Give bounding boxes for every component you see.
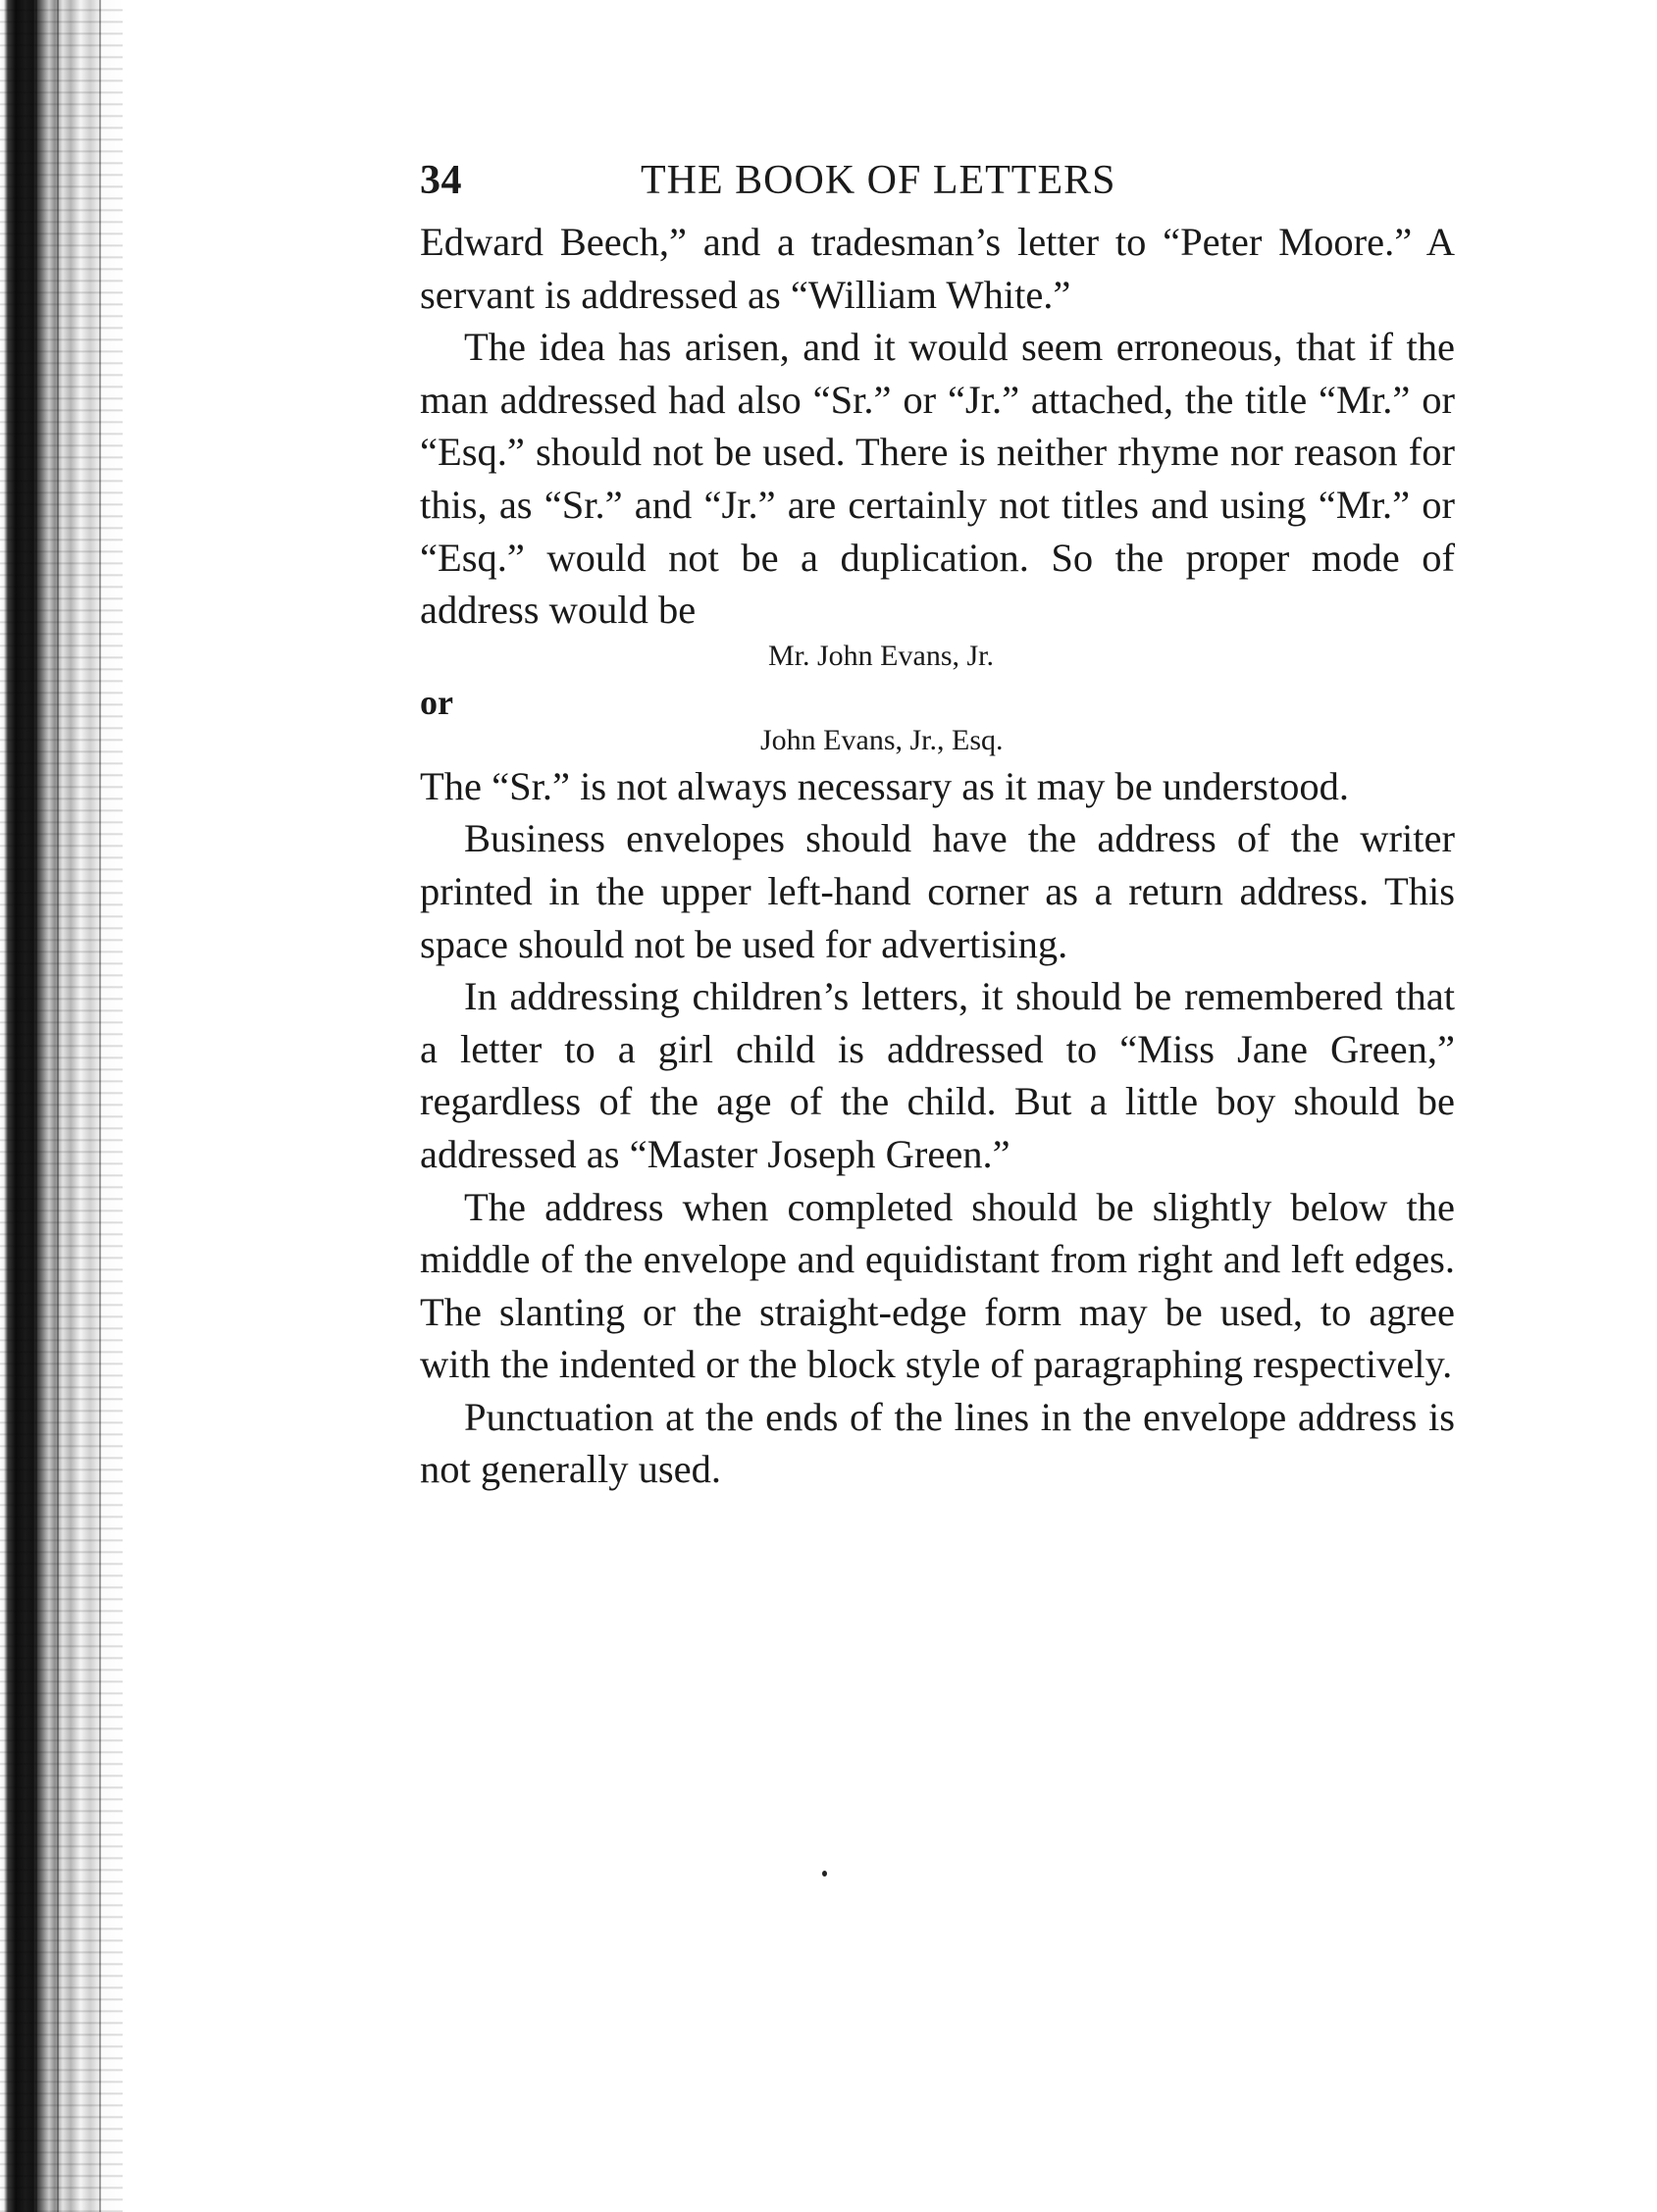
book-gutter	[0, 0, 123, 2212]
paragraph-2: The idea has arisen, and it would seem erroneous, that if the man addressed had also “Sr.” or “Jr.” attached, the title “Mr.” or “Esq.” should not be used. There is neither rhyme nor reason for this, as “Sr.” and “Jr.” are certainly not titles and using “Mr.” or “Esq.” would not be a duplication. So the proper mode of address would be	[420, 325, 1455, 633]
book-page	[420, 157, 1455, 1496]
address-example-1: Mr. John Evans, Jr.	[768, 639, 995, 672]
or-word: or	[420, 682, 453, 722]
paragraph-1: Edward Beech,” and a tradesman’s letter to “Peter Moore.” A servant is addressed as “William White.”	[420, 220, 1455, 317]
paragraph-6: The address when completed should be slightly below the middle of the envelope and equidistant from right and left edges. The slanting or the straight-edge form may be used, to agree with the indented or the block style of paragraphing respectively.	[420, 1184, 1455, 1387]
gutter-line	[57, 0, 59, 2212]
ink-speck	[822, 1871, 827, 1877]
paragraph-4: Business envelopes should have the address of the writer printed in the upper left-hand corner as a return address. This space should not be used for advertising.	[420, 816, 1455, 966]
paragraph-7: Punctuation at the ends of the lines in the envelope address is not generally used.	[420, 1394, 1455, 1492]
body-text	[420, 216, 1455, 1496]
running-head	[420, 157, 1455, 216]
page-number: 34	[420, 158, 462, 203]
paragraph-3: The “Sr.” is not always necessary as it may be understood.	[420, 763, 1350, 808]
paragraph-5: In addressing children’s letters, it should be remembered that a letter to a girl child is addressed to “Miss Jane Green,” regardless of the age of the child. But a little boy should be addressed as “Master Joseph Green.”	[420, 974, 1455, 1176]
gutter-line	[99, 0, 101, 2212]
running-title: THE BOOK OF LETTERS	[641, 158, 1116, 203]
gutter-line	[35, 0, 37, 2212]
address-example-2: John Evans, Jr., Esq.	[760, 723, 1004, 756]
